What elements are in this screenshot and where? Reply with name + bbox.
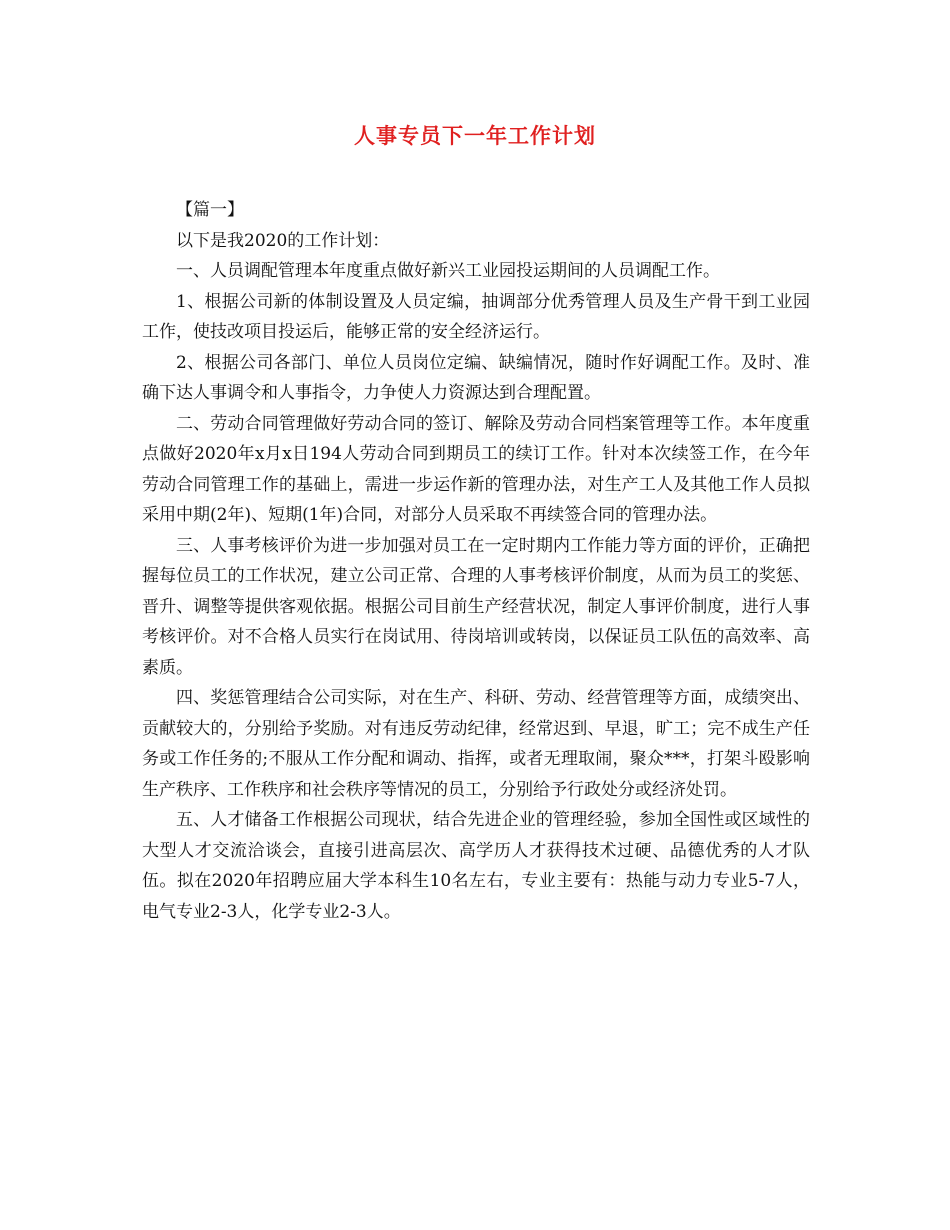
paragraph-rewards-penalties: 四、奖惩管理结合公司实际，对在生产、科研、劳动、经营管理等方面，成绩突出、贡献较大的，分别给予奖励。对有违反劳动纪律，经常迟到、早退，旷工；完不成生产任务或工作任务的;不服从工作分配和调动、指挥，或者无理取闹，聚众***，打架斗殴影响生产秩序、工作秩序和社会秩序等情况的员工，分别给予行政处分或经济处罚。 [142, 688, 810, 800]
document-body [142, 195, 810, 927]
paragraph-assessment: 三、人事考核评价为进一步加强对员工在一定时期内工作能力等方面的评价，正确把握每位员工的工作状况，建立公司正常、合理的人事考核评价制度，从而为员工的奖惩、晋升、调整等提供客观依据。根据公司目前生产经营状况，制定人事评价制度，进行人事考核评价。对不合格人员实行在岗试用、待岗培训或转岗，以保证员工队伍的高效率、高素质。 [142, 535, 810, 678]
paragraph-staff-allocation: 一、人员调配管理本年度重点做好新兴工业园投运期间的人员调配工作。 [176, 261, 720, 281]
document-title: 人事专员下一年工作计划 [354, 123, 596, 148]
intro-paragraph: 以下是我2020的工作计划： [176, 230, 390, 251]
paragraph-item-2: 2、根据公司各部门、单位人员岗位定编、缺编情况，随时作好调配工作。及时、准确下达人事调令和人事指令，力争使人力资源达到合理配置。 [142, 352, 810, 403]
section-heading: 【篇一】 [176, 200, 244, 220]
paragraph-item-1: 1、根据公司新的体制设置及人员定编，抽调部分优秀管理人员及生产骨干到工业园工作，使技改项目投运后，能够正常的安全经济运行。 [142, 291, 810, 342]
paragraph-talent-reserve: 五、人才储备工作根据公司现状，结合先进企业的管理经验，参加全国性或区域性的大型人才交流洽谈会，直接引进高层次、高学历人才获得技术过硬、品德优秀的人才队伍。拟在2020年招聘应届大学本科生10名左右，专业主要有：热能与动力专业5-7人，电气专业2-3人，化学专业2-3人。 [142, 810, 810, 922]
paragraph-labor-contract: 二、劳动合同管理做好劳动合同的签订、解除及劳动合同档案管理等工作。本年度重点做好2020年x月x日194人劳动合同到期员工的续订工作。针对本次续签工作，在今年劳动合同管理工作的基础上，需进一步运作新的管理办法，对生产工人及其他工作人员拟采用中期(2年)、短期(1年)合同，对部分人员采取不再续签合同的管理办法。 [142, 413, 810, 525]
